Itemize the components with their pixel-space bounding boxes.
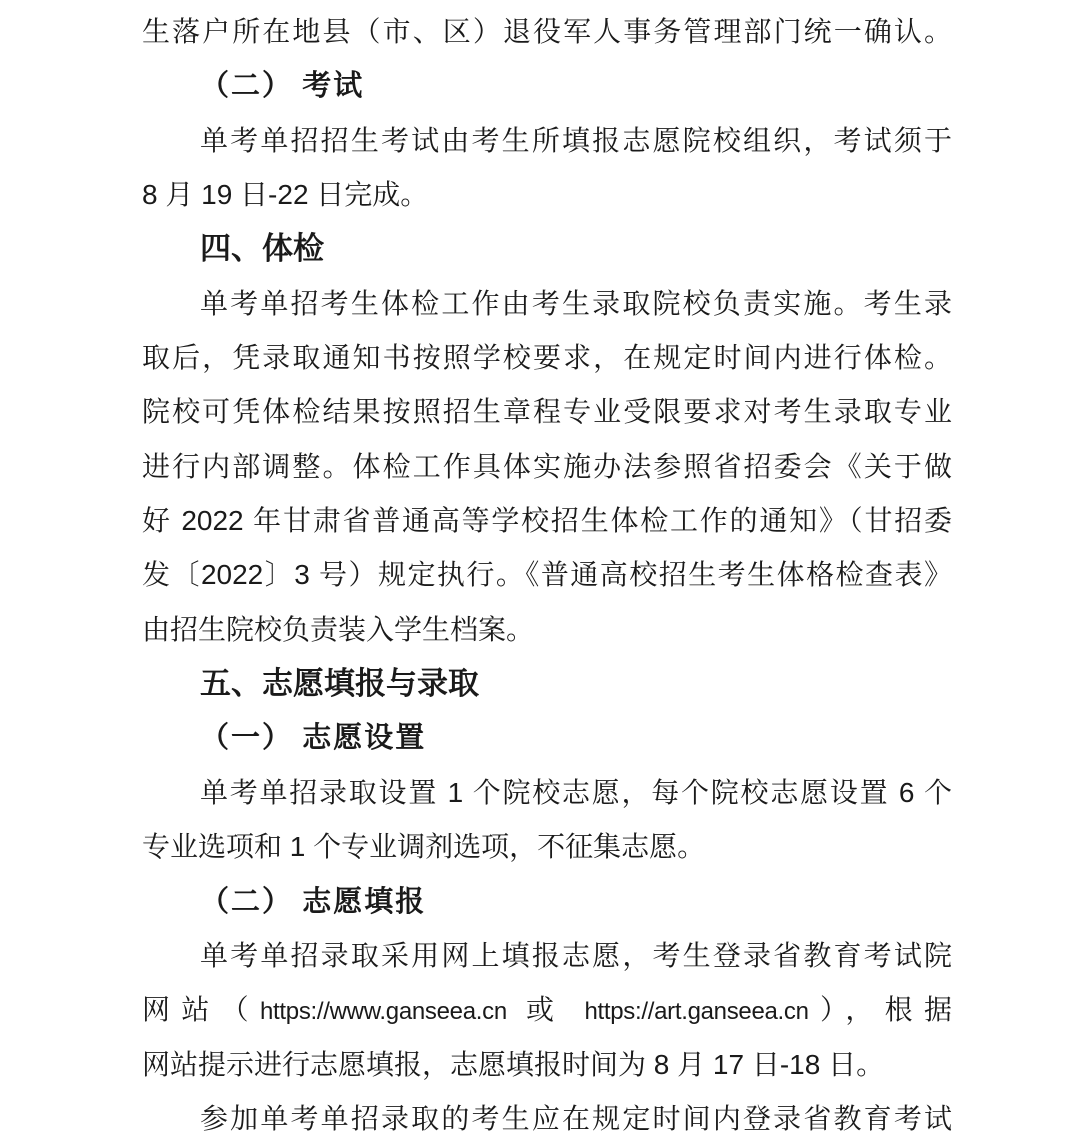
body-text-segment: 或 xyxy=(506,994,585,1026)
body-text-line: 院校可凭体检结果按照招生章程专业受限要求对考生录取专业 xyxy=(142,396,952,428)
body-text-segment: ），根据 xyxy=(808,994,952,1026)
url-text: https://art.ganseea.cn xyxy=(584,998,809,1026)
body-text-line: 8 月 19 日-22 日完成。 xyxy=(142,179,429,211)
body-text-line: 取后，凭录取通知书按照学校要求，在规定时间内进行体检。 xyxy=(142,342,952,374)
subsection-heading-preference-setup: （一） 志愿设置 xyxy=(200,722,427,755)
body-text-line: 好 2022 年甘肃省普通高等学校招生体检工作的通知》（甘招委 xyxy=(142,505,952,537)
section-heading-physical-exam: 四、体检 xyxy=(200,231,324,267)
url-text: https://www.ganseea.cn xyxy=(260,998,507,1026)
subsection-heading-preference-filing: （二） 志愿填报 xyxy=(200,885,427,918)
body-text-line: 单考单招考生体检工作由考生录取院校负责实施。考生录 xyxy=(200,287,952,319)
body-text-line: 生落户所在地县（市、区）退役军人事务管理部门统一确认。 xyxy=(142,16,952,47)
body-text-line: 发〔2022〕3 号）规定执行。《普通高校招生考生体格检查表》 xyxy=(142,559,952,591)
body-text-line: 单考单招招生考试由考生所填报志愿院校组织，考试须于 xyxy=(200,124,952,156)
section-heading-application-admission: 五、志愿填报与录取 xyxy=(200,666,479,702)
body-text-line: 由招生院校负责装入学生档案。 xyxy=(142,613,535,645)
body-text-line: 单考单招录取采用网上填报志愿，考生登录省教育考试院 xyxy=(200,939,952,971)
body-text-line: 进行内部调整。体检工作具体实施办法参照省招委会《关于做 xyxy=(142,450,952,482)
body-text-segment: 网站（ xyxy=(142,994,260,1026)
body-text-line: 参加单考单招录取的考生应在规定时间内登录省教育考试 xyxy=(200,1102,952,1134)
body-text-line-with-urls xyxy=(142,983,952,1037)
body-text-line: 专业选项和 1 个专业调剂选项，不征集志愿。 xyxy=(142,831,706,863)
body-text-line: 单考单招录取设置 1 个院校志愿，每个院校志愿设置 6 个 xyxy=(200,776,952,808)
body-text-line: 网站提示进行志愿填报，志愿填报时间为 8 月 17 日-18 日。 xyxy=(142,1048,885,1080)
subsection-heading-exam: （二） 考试 xyxy=(200,70,365,103)
